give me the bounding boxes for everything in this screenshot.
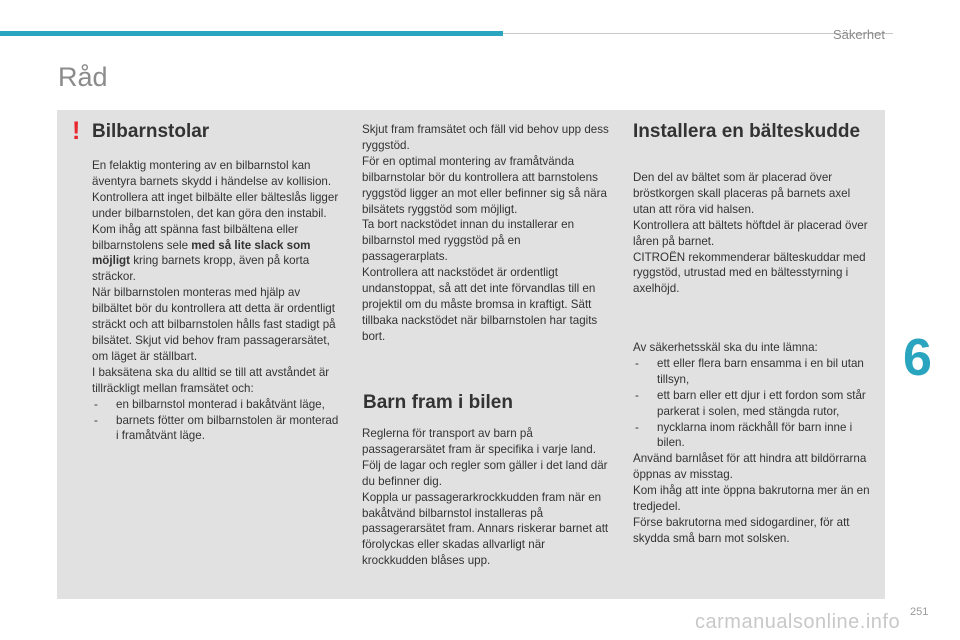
list-item: - ett eller flera barn ensamma i en bil utan tillsyn, xyxy=(635,356,864,386)
list-item: - nycklarna inom räckhåll för barn inne i bilen. xyxy=(635,420,853,450)
exclamation-icon: ! xyxy=(72,117,81,145)
paragraph: En felaktig montering av en bilbarnstol kan äventyra barnets skydd i händelse av kollision. xyxy=(92,159,332,188)
paragraph: I baksätena ska du alltid se till att avståndet är tillräckligt mellan framsätet och: xyxy=(92,365,330,395)
section-label: Säkerhet xyxy=(832,27,885,42)
paragraph: För en optimal montering av framåtvända bilbarnstolar bör du kontrollera att barnstolens ryggstöd ligger an mot eller befinner sig så nära bilsätets ryggstöd som möjligt. xyxy=(362,154,607,216)
paragraph: Kom ihåg att inte öppna bakrutorna mer än en tredjedel. xyxy=(633,484,870,514)
heading-barn-fram-i-bilen: Barn fram i bilen xyxy=(363,392,513,413)
list-item: - barnets fötter om bilbarnstolen är monterad i framåtvänt läge. xyxy=(94,413,339,443)
column-2-text-lower xyxy=(362,426,612,569)
list-item: - ett barn eller ett djur i ett fordon som står parkerat i solen, med stängda rutor, xyxy=(635,388,866,418)
column-1-text xyxy=(92,158,339,444)
list-item: - en bilbarnstol monterad i bakåtvänt läge, xyxy=(94,397,325,411)
page-title: Råd xyxy=(58,62,108,92)
heading-installera-en-balteskudde: Installera en bälteskudde xyxy=(633,121,861,142)
paragraph: Den del av bältet som är placerad över bröstkorgen skall placeras på barnets axel utan att röra vid halsen. xyxy=(633,171,851,216)
chapter-number: 6 xyxy=(903,329,932,387)
column-2-text xyxy=(362,122,609,345)
paragraph: Kontrollera att bältets höftdel är placerad över låren på barnet. xyxy=(633,218,868,248)
paragraph: Ta bort nackstödet innan du installerar en bilbarnstol med ryggstöd på en passagerarplats. xyxy=(362,218,575,264)
paragraph: Av säkerhetsskäl ska du inte lämna: xyxy=(633,341,818,354)
paragraph: CITROËN rekommenderar bälteskuddar med ryggstöd, utrustad med en bältesstyrning i axelhöjd. xyxy=(633,250,866,296)
paragraph: Skjut fram framsätet och fäll vid behov upp dess ryggstöd. xyxy=(362,123,609,152)
paragraph: Koppla ur passagerarkrockkudden fram när en bakåtvänd bilbarnstol installeras på passagerarsätet fram. Annars riskerar barnet att förolyckas eller skadas allvarligt när krockkudden blåses upp. xyxy=(362,490,609,568)
paragraph: Förse bakrutorna med sidogardiner, för att skydda små barn mot solsken. xyxy=(633,515,850,545)
paragraph: När bilbarnstolen monteras med hjälp av bilbältet bör du kontrollera att detta är ordentligt sträckt och att bilbarnstolen hålls fast stadigt på bilsätet. Skjut vid behov fram passagerarsätet, om läget är ställbart. xyxy=(92,286,336,363)
paragraph: Reglerna för transport av barn på passagerarsätet fram är specifika i varje land. Följ de lagar och regler som gäller i det land där du befinner dig. xyxy=(362,427,608,488)
page-number: 251 xyxy=(910,606,929,618)
header-accent-bar xyxy=(0,31,503,36)
emphasis: med så lite slack som möjligt xyxy=(92,238,311,268)
paragraph: Kom ihåg att spänna fast bilbältena eller bilbarnstolens sele med så lite slack som möjligt kring barnets kropp, även på korta sträckor. xyxy=(92,222,311,284)
column-3-text xyxy=(633,170,873,297)
column-3-text-lower xyxy=(633,340,881,547)
paragraph: Kontrollera att inget bilbälte eller bälteslås ligger under bilbarnstolen, det kan göra den instabil. xyxy=(92,190,339,220)
watermark: carmanualsonline.info xyxy=(695,611,901,633)
paragraph: Kontrollera att nackstödet är ordentligt undanstoppat, så att det inte förvandlas till en projektil om du måste bromsa in kraftigt. Sätt tillbaka nackstödet när bilbarnstolen har tagits bort. xyxy=(362,266,598,343)
heading-bilbarnstolar: Bilbarnstolar xyxy=(92,121,210,142)
paragraph: Använd barnlåset för att hindra att bildörrarna öppnas av misstag. xyxy=(633,452,867,482)
